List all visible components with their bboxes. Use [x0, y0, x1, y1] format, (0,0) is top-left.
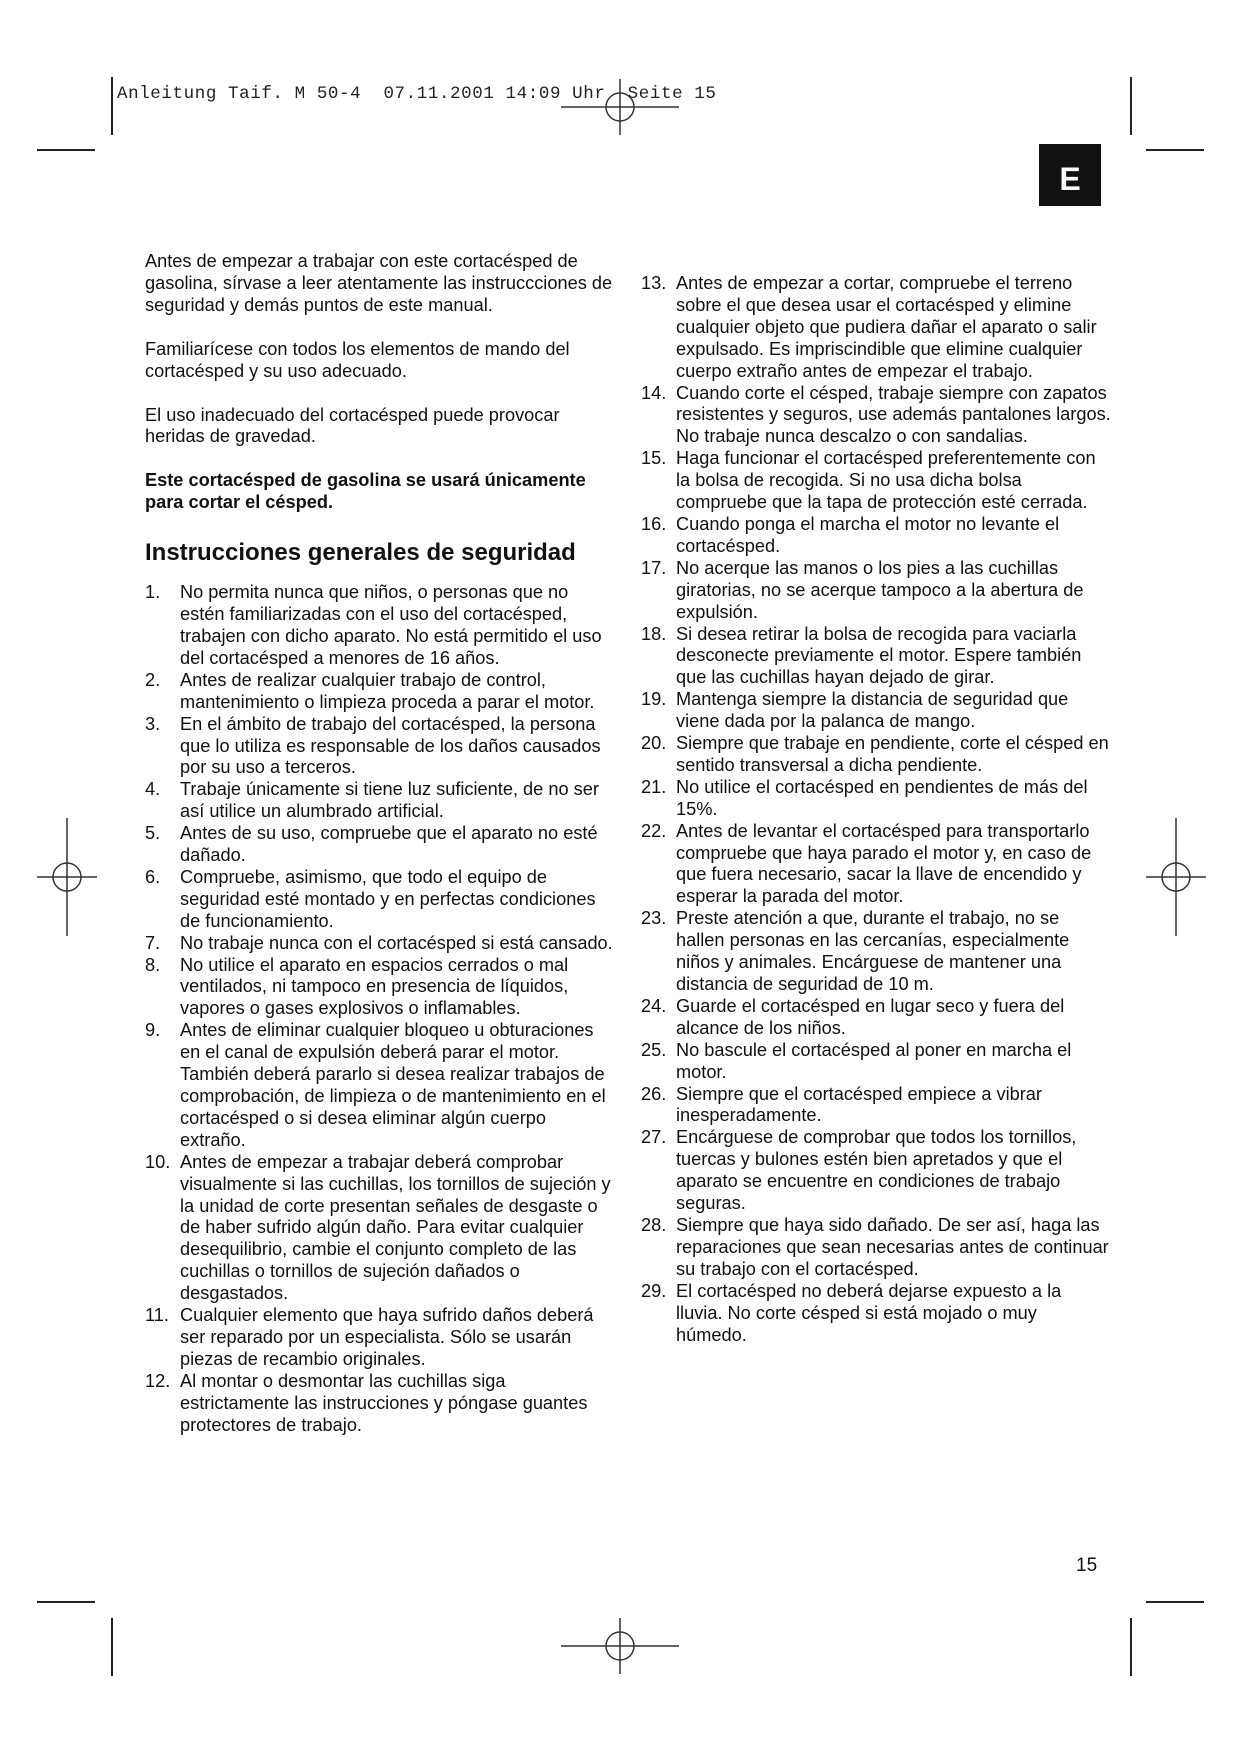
item-number: 27. — [641, 1127, 667, 1148]
item-number: 3. — [145, 713, 161, 734]
item-number: 4. — [145, 779, 161, 800]
item-number: 18. — [641, 623, 667, 644]
crop-mark-bottom-left-horizontal — [37, 1601, 95, 1603]
item-text: Cuando corte el césped, trabaje siempre con zapatos resistentes y seguros, use además pantalones largos. No trabaje nunca descalzo o con sandalias. — [676, 382, 1111, 447]
registration-mark-left-icon — [37, 818, 97, 936]
list-item — [145, 714, 615, 780]
list-item — [145, 582, 615, 670]
list-item — [145, 933, 615, 955]
list-item — [641, 908, 1111, 996]
item-text: Siempre que el cortacésped empiece a vibrar inesperadamente. — [676, 1083, 1042, 1126]
list-item — [641, 624, 1111, 690]
list-item — [145, 1305, 615, 1371]
list-item — [641, 821, 1111, 909]
crop-mark-bottom-right-horizontal — [1146, 1601, 1204, 1603]
item-number: 17. — [641, 557, 667, 578]
item-text: Trabaje únicamente si tiene luz suficiente, de no ser así utilice un alumbrado artificial. — [180, 779, 599, 822]
list-item — [641, 1040, 1111, 1084]
list-item — [145, 955, 615, 1021]
list-item — [641, 1281, 1111, 1347]
item-number: 1. — [145, 582, 161, 603]
item-text: No utilice el aparato en espacios cerrados o mal ventilados, ni tampoco en presencia de líquidos, vapores o gases explosivos o inflamables. — [180, 954, 569, 1019]
item-number: 26. — [641, 1083, 667, 1104]
item-text: Antes de empezar a trabajar deberá comprobar visualmente si las cuchillas, los tornillos de sujeción y la unidad de corte presentan señales de desgaste o de haber sufrido algún daño. Para evitar cualquier desequilibrio, cambie el conjunto completo de las cuchillas o tornillos de sujeción dañados o desgastados. — [180, 1151, 611, 1304]
item-text: No bascule el cortacésped al poner en marcha el motor. — [676, 1039, 1072, 1082]
section-title: Instrucciones generales de seguridad — [145, 539, 576, 567]
item-text: Si desea retirar la bolsa de recogida para vaciarla desconecte previamente el motor. Espere también que las cuchillas hayan dejado de girar. — [676, 623, 1082, 688]
item-number: 2. — [145, 669, 161, 690]
item-number: 7. — [145, 932, 161, 953]
list-item — [145, 670, 615, 714]
list-item — [145, 1020, 615, 1151]
item-text: Haga funcionar el cortacésped preferentemente con la bolsa de recogida. Si no usa dicha bolsa compruebe que la tapa de protección esté cerrada. — [676, 448, 1096, 513]
item-number: 15. — [641, 448, 667, 469]
intro-usage-note: Este cortacésped de gasolina se usará únicamente para cortar el césped. — [145, 470, 586, 513]
right-column — [641, 273, 1111, 1346]
item-text: No acerque las manos o los pies a las cuchillas giratorias, no se acerque tampoco a la abertura de expulsión. — [676, 557, 1084, 622]
list-item — [641, 383, 1111, 449]
crop-mark-top-left-horizontal — [37, 149, 95, 151]
list-item — [641, 448, 1111, 514]
item-number: 14. — [641, 382, 667, 403]
item-text: Siempre que trabaje en pendiente, corte el césped en sentido transversal a dicha pendiente. — [676, 733, 1109, 775]
list-item — [145, 779, 615, 823]
item-text: Antes de realizar cualquier trabajo de control, mantenimiento o limpieza proceda a parar el motor. — [180, 669, 595, 712]
item-text: Cuando ponga el marcha el motor no levante el cortacésped. — [676, 513, 1060, 556]
list-item — [641, 689, 1111, 733]
page-number: 15 — [1076, 1555, 1098, 1576]
list-item — [641, 273, 1111, 383]
item-text: El cortacésped no deberá dejarse expuesto a la lluvia. No corte césped si está mojado o muy húmedo. — [676, 1280, 1062, 1345]
list-item — [641, 996, 1111, 1040]
item-number: 12. — [145, 1370, 171, 1391]
item-text: Compruebe, asimismo, que todo el equipo de seguridad esté montado y en perfectas condiciones de funcionamiento. — [180, 866, 596, 931]
item-number: 24. — [641, 995, 667, 1016]
item-text: En el ámbito de trabajo del cortacésped, la persona que lo utiliza es responsable de los daños causados por su uso a terceros. — [180, 713, 601, 778]
item-text: Antes de eliminar cualquier bloqueo u obturaciones en el canal de expulsión deberá parar el motor. También deberá pararlo si desea realizar trabajos de comprobación, de limpieza o de mantenimiento en el cortacésped o si desea eliminar algún cuerpo extraño. — [180, 1020, 606, 1150]
item-number: 28. — [641, 1214, 667, 1235]
crop-mark-top-right-vertical — [1130, 77, 1132, 135]
print-header: Anleitung Taif. M 50-4 07.11.2001 14:09 Uhr Seite 15 — [117, 84, 717, 104]
list-item — [145, 1371, 615, 1437]
item-text: Al montar o desmontar las cuchillas siga estrictamente las instrucciones y póngase guantes protectores de trabajo. — [180, 1370, 588, 1435]
item-number: 22. — [641, 820, 667, 841]
language-badge: E — [1039, 144, 1101, 206]
item-number: 23. — [641, 908, 667, 929]
safety-list-right — [641, 273, 1111, 1346]
item-text: Mantenga siempre la distancia de seguridad que viene dada por la palanca de mango. — [676, 689, 1069, 732]
list-item — [641, 733, 1111, 777]
item-number: 6. — [145, 866, 161, 887]
safety-list-left — [145, 582, 615, 1436]
crop-mark-bottom-right-vertical — [1130, 1618, 1132, 1676]
item-number: 16. — [641, 513, 667, 534]
registration-mark-top-icon — [561, 79, 679, 135]
crop-mark-top-left-vertical — [111, 77, 113, 135]
item-number: 19. — [641, 689, 667, 710]
item-number: 13. — [641, 273, 667, 293]
list-item — [641, 514, 1111, 558]
item-text: Antes de empezar a cortar, compruebe el terreno sobre el que desea usar el cortacésped y elimine cualquier objeto que pudiera dañar el aparato o salir expulsado. Es impriscindible que elimine cualquier cuerpo extraño antes de empezar el trabajo. — [676, 273, 1097, 381]
item-text: Cualquier elemento que haya sufrido daños deberá ser reparado por un especialista. Sólo se usarán piezas de recambio originales. — [180, 1305, 594, 1369]
item-number: 20. — [641, 733, 667, 754]
item-number: 21. — [641, 776, 667, 797]
item-text: No utilice el cortacésped en pendientes de más del 15%. — [676, 776, 1088, 819]
registration-mark-right-icon — [1146, 818, 1206, 936]
list-item — [641, 1084, 1111, 1128]
list-item — [641, 1215, 1111, 1281]
item-text: Antes de su uso, compruebe que el aparato no esté dañado. — [180, 823, 598, 866]
item-number: 25. — [641, 1039, 667, 1060]
intro-paragraph-1: Antes de empezar a trabajar con este cortacésped de gasolina, sírvase a leer atentamente las instruccciones de seguridad y demás puntos de este manual. — [145, 251, 613, 315]
crop-mark-top-right-horizontal — [1146, 149, 1204, 151]
registration-mark-bottom-icon — [561, 1618, 679, 1674]
list-item — [145, 1152, 615, 1305]
intro-paragraph-3: El uso inadecuado del cortacésped puede provocar heridas de gravedad. — [145, 404, 560, 447]
item-text: No permita nunca que niños, o personas que no estén familiarizadas con el uso del cortacésped, trabajen con dicho aparato. No está permitido el uso del cortacésped a menores de 16 años. — [180, 582, 602, 668]
item-number: 10. — [145, 1151, 171, 1172]
item-number: 11. — [145, 1305, 169, 1326]
item-text: Antes de levantar el cortacésped para transportarlo compruebe que haya parado el motor y, en caso de que fuera necesario, sacar la llave de encendido y esperar la parada del motor. — [676, 820, 1092, 907]
list-item — [145, 867, 615, 933]
left-column — [145, 251, 615, 1437]
list-item — [641, 777, 1111, 821]
item-number: 5. — [145, 823, 161, 844]
item-number: 9. — [145, 1020, 161, 1041]
item-text: No trabaje nunca con el cortacésped si está cansado. — [180, 932, 613, 953]
item-text: Preste atención a que, durante el trabajo, no se hallen personas en las cercanías, especialmente niños y animales. Encárguese de mantener una distancia de seguridad de 10 m. — [676, 908, 1070, 994]
item-text: Encárguese de comprobar que todos los tornillos, tuercas y bulones estén bien apretados y que el aparato se encuentre en condiciones de trabajo seguras. — [676, 1127, 1077, 1214]
crop-mark-bottom-left-vertical — [111, 1618, 113, 1676]
item-number: 29. — [641, 1280, 667, 1301]
item-number: 8. — [145, 954, 161, 975]
intro-paragraph-2: Familiarícese con todos los elementos de mando del cortacésped y su uso adecuado. — [145, 338, 570, 381]
item-text: Guarde el cortacésped en lugar seco y fuera del alcance de los niños. — [676, 995, 1065, 1038]
list-item — [145, 823, 615, 867]
list-item — [641, 1127, 1111, 1215]
list-item — [641, 558, 1111, 624]
item-text: Siempre que haya sido dañado. De ser así, haga las reparaciones que sean necesarias antes de continuar su trabajo con el cortacésped. — [676, 1214, 1109, 1279]
